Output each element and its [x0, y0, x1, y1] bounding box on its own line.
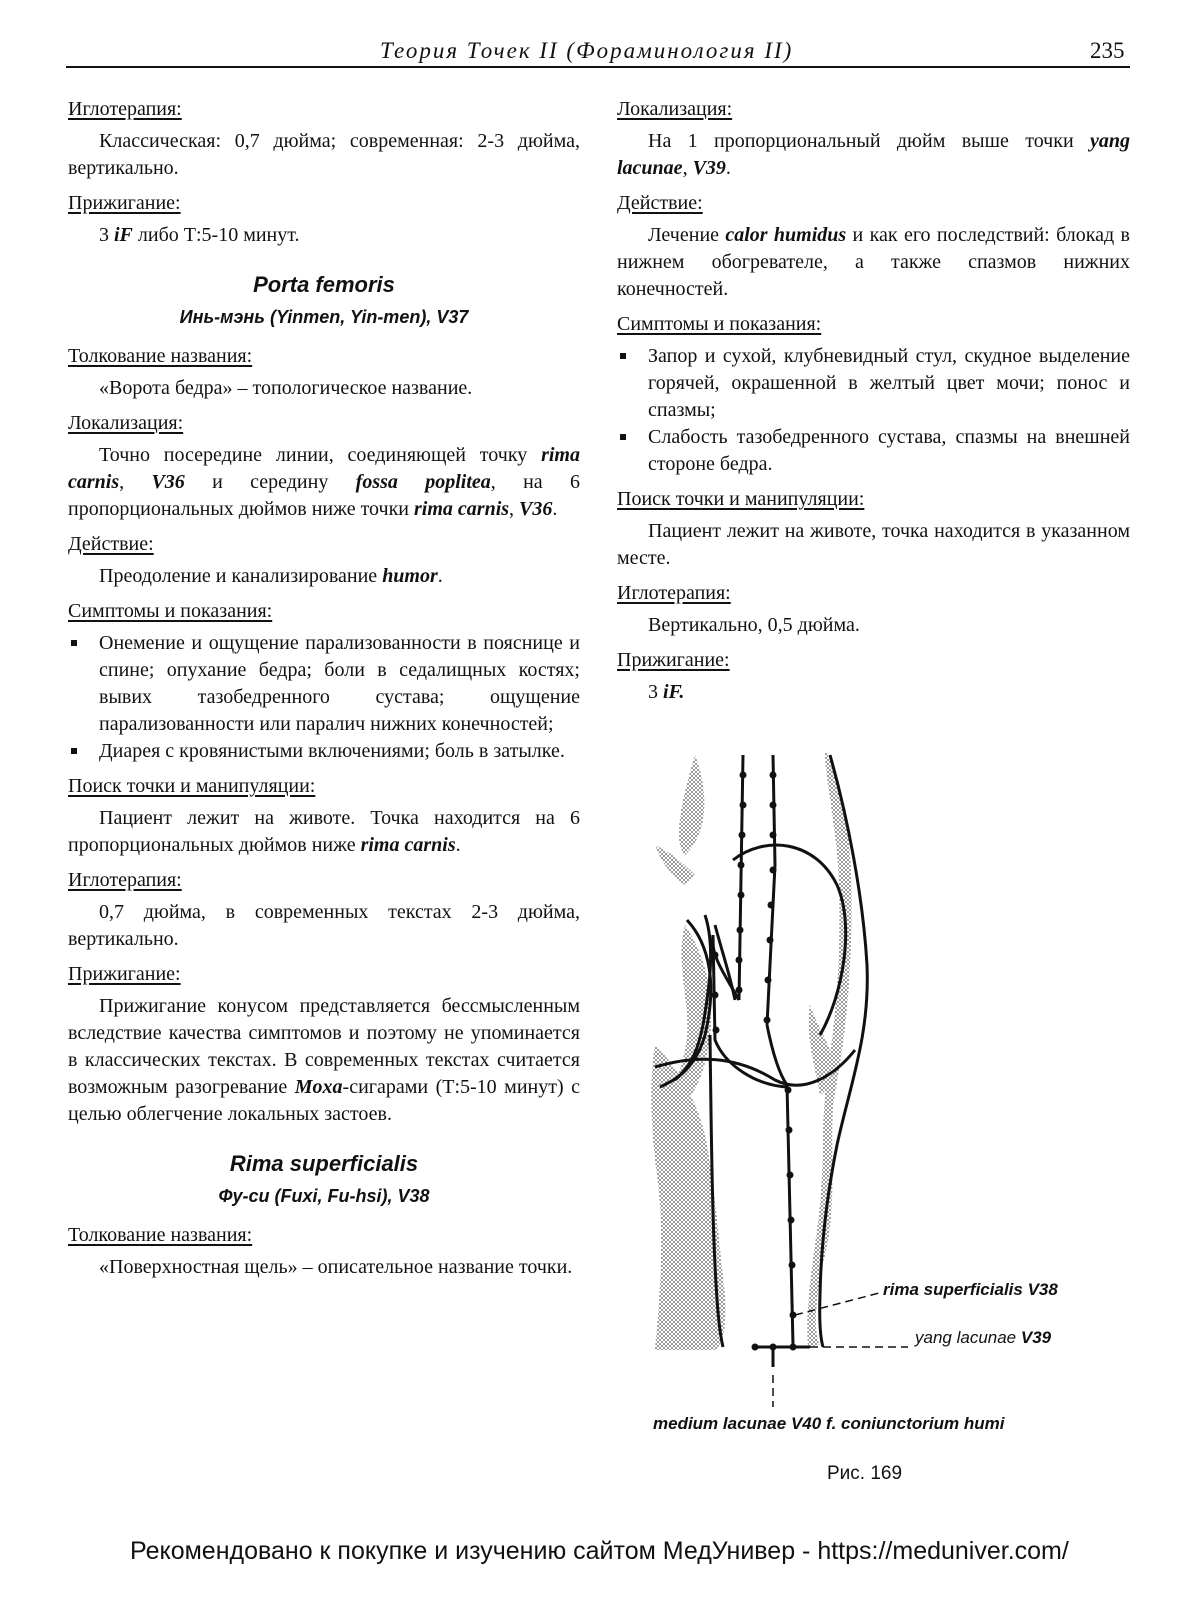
- section-heading-needling: Иглотерапия:: [617, 582, 731, 604]
- footer-link[interactable]: Рекомендовано к покупке и изучению сайтом МедУнивер - https://meduniver.com/: [130, 1537, 1069, 1565]
- action-text: Преодоление и канализирование humor.: [99, 565, 443, 587]
- section-heading-symptoms: Симптомы и показания:: [617, 313, 822, 335]
- list-item: Запор и сухой, клубневидный стул, скудное выделение горячей, окрашенной в желтый цвет мочи; понос и спазмы;: [617, 343, 1130, 424]
- right-column: [617, 96, 1130, 714]
- point-subtitle-v37: Инь-мэнь (Yinmen, Yin-men), V37: [179, 307, 469, 327]
- name-text: «Ворота бедра» – топологическое название.: [99, 377, 473, 399]
- section-heading-name: Толкование названия:: [68, 1224, 253, 1246]
- moxibustion-text: 3 iF либо Т:5-10 минут.: [99, 224, 300, 246]
- left-column: [68, 96, 580, 1289]
- section-heading-search: Поиск точки и манипуляции:: [617, 488, 865, 510]
- needling-text: Классическая: 0,7 дюйма; современная: 2-3 дюйма, вертикально.: [68, 130, 580, 179]
- label-v38: rima superficialis V38: [883, 1280, 1058, 1299]
- moxibustion-text: Прижигание конусом представляется бессмысленным вследствие качества симптомов и поэтому не упоминается в классических текстах. В современных текстах считается возможным разогревание Moxa-сигарами (Т:5-10 минут) с целью облегчение локальных застоев.: [68, 995, 580, 1125]
- name-text: «Поверхностная щель» – описательное название точки.: [99, 1256, 573, 1278]
- leg-illustration: [615, 735, 1135, 1495]
- point-title-v37: Porta femoris: [253, 272, 395, 297]
- list-item: Онемение и ощущение парализованности в пояснице и спине; опухание бедра; боли в седалищных костях; вывих тазобедренного сустава; ощущение парализованности или паралич нижних конечностей;: [68, 630, 580, 738]
- symptoms-list: [617, 343, 1130, 478]
- section-heading-needling: Иглотерапия:: [68, 869, 182, 891]
- page-number: 235: [1090, 38, 1125, 63]
- section-heading-moxibustion: Прижигание:: [617, 649, 730, 671]
- section-heading-needling: Иглотерапия:: [68, 98, 182, 120]
- section-heading-action: Действие:: [68, 533, 154, 555]
- section-heading-name: Толкование названия:: [68, 345, 253, 367]
- section-heading-location: Локализация:: [617, 98, 733, 120]
- moxibustion-text: 3 iF.: [648, 681, 685, 703]
- section-heading-search: Поиск точки и манипуляции:: [68, 775, 316, 797]
- label-v40: medium lacunae V40 f. coniunctorium humi: [653, 1414, 1005, 1433]
- location-text: Точно посередине линии, соединяющей точку rima carnis, V36 и середину fossa poplitea, на 6 пропорциональных дюймов ниже точки rima carnis, V36.: [68, 444, 581, 520]
- action-text: Лечение calor humidus и как его последствий: блокад в нижнем обогревателе, а также спазмов нижних конечностей.: [617, 224, 1130, 300]
- header-rule: [66, 66, 1130, 68]
- needling-text: 0,7 дюйма, в современных текстах 2-3 дюйма, вертикально.: [68, 901, 580, 950]
- needling-text: Вертикально, 0,5 дюйма.: [648, 614, 860, 636]
- label-v39: yang lacunae V39: [915, 1328, 1052, 1347]
- header-title: Теория Точек II (Фораминология II): [380, 38, 794, 63]
- shading-left-buttock: [655, 755, 704, 885]
- list-item: Слабость тазобедренного сустава, спазмы на внешней стороне бедра.: [617, 424, 1130, 478]
- list-item: Диарея с кровянистыми включениями; боль в затылке.: [68, 738, 580, 765]
- section-heading-moxibustion: Прижигание:: [68, 192, 181, 214]
- figure-caption: Рис. 169: [827, 1463, 903, 1484]
- section-heading-action: Действие:: [617, 192, 703, 214]
- search-text: Пациент лежит на животе. Точка находится на 6 пропорциональных дюймов ниже rima carnis.: [68, 807, 580, 856]
- location-text: На 1 пропорциональный дюйм выше точки yang lacunae, V39.: [617, 130, 1130, 179]
- section-heading-symptoms: Симптомы и показания:: [68, 600, 273, 622]
- point-subtitle-v38: Фу-си (Fuxi, Fu-hsi), V38: [218, 1186, 430, 1206]
- symptoms-list: [68, 630, 580, 765]
- point-title-v38: Rima superficialis: [229, 1151, 419, 1176]
- section-heading-location: Локализация:: [68, 412, 184, 434]
- section-heading-moxibustion: Прижигание:: [68, 963, 181, 985]
- search-text: Пациент лежит на животе, точка находится в указанном месте.: [617, 520, 1130, 569]
